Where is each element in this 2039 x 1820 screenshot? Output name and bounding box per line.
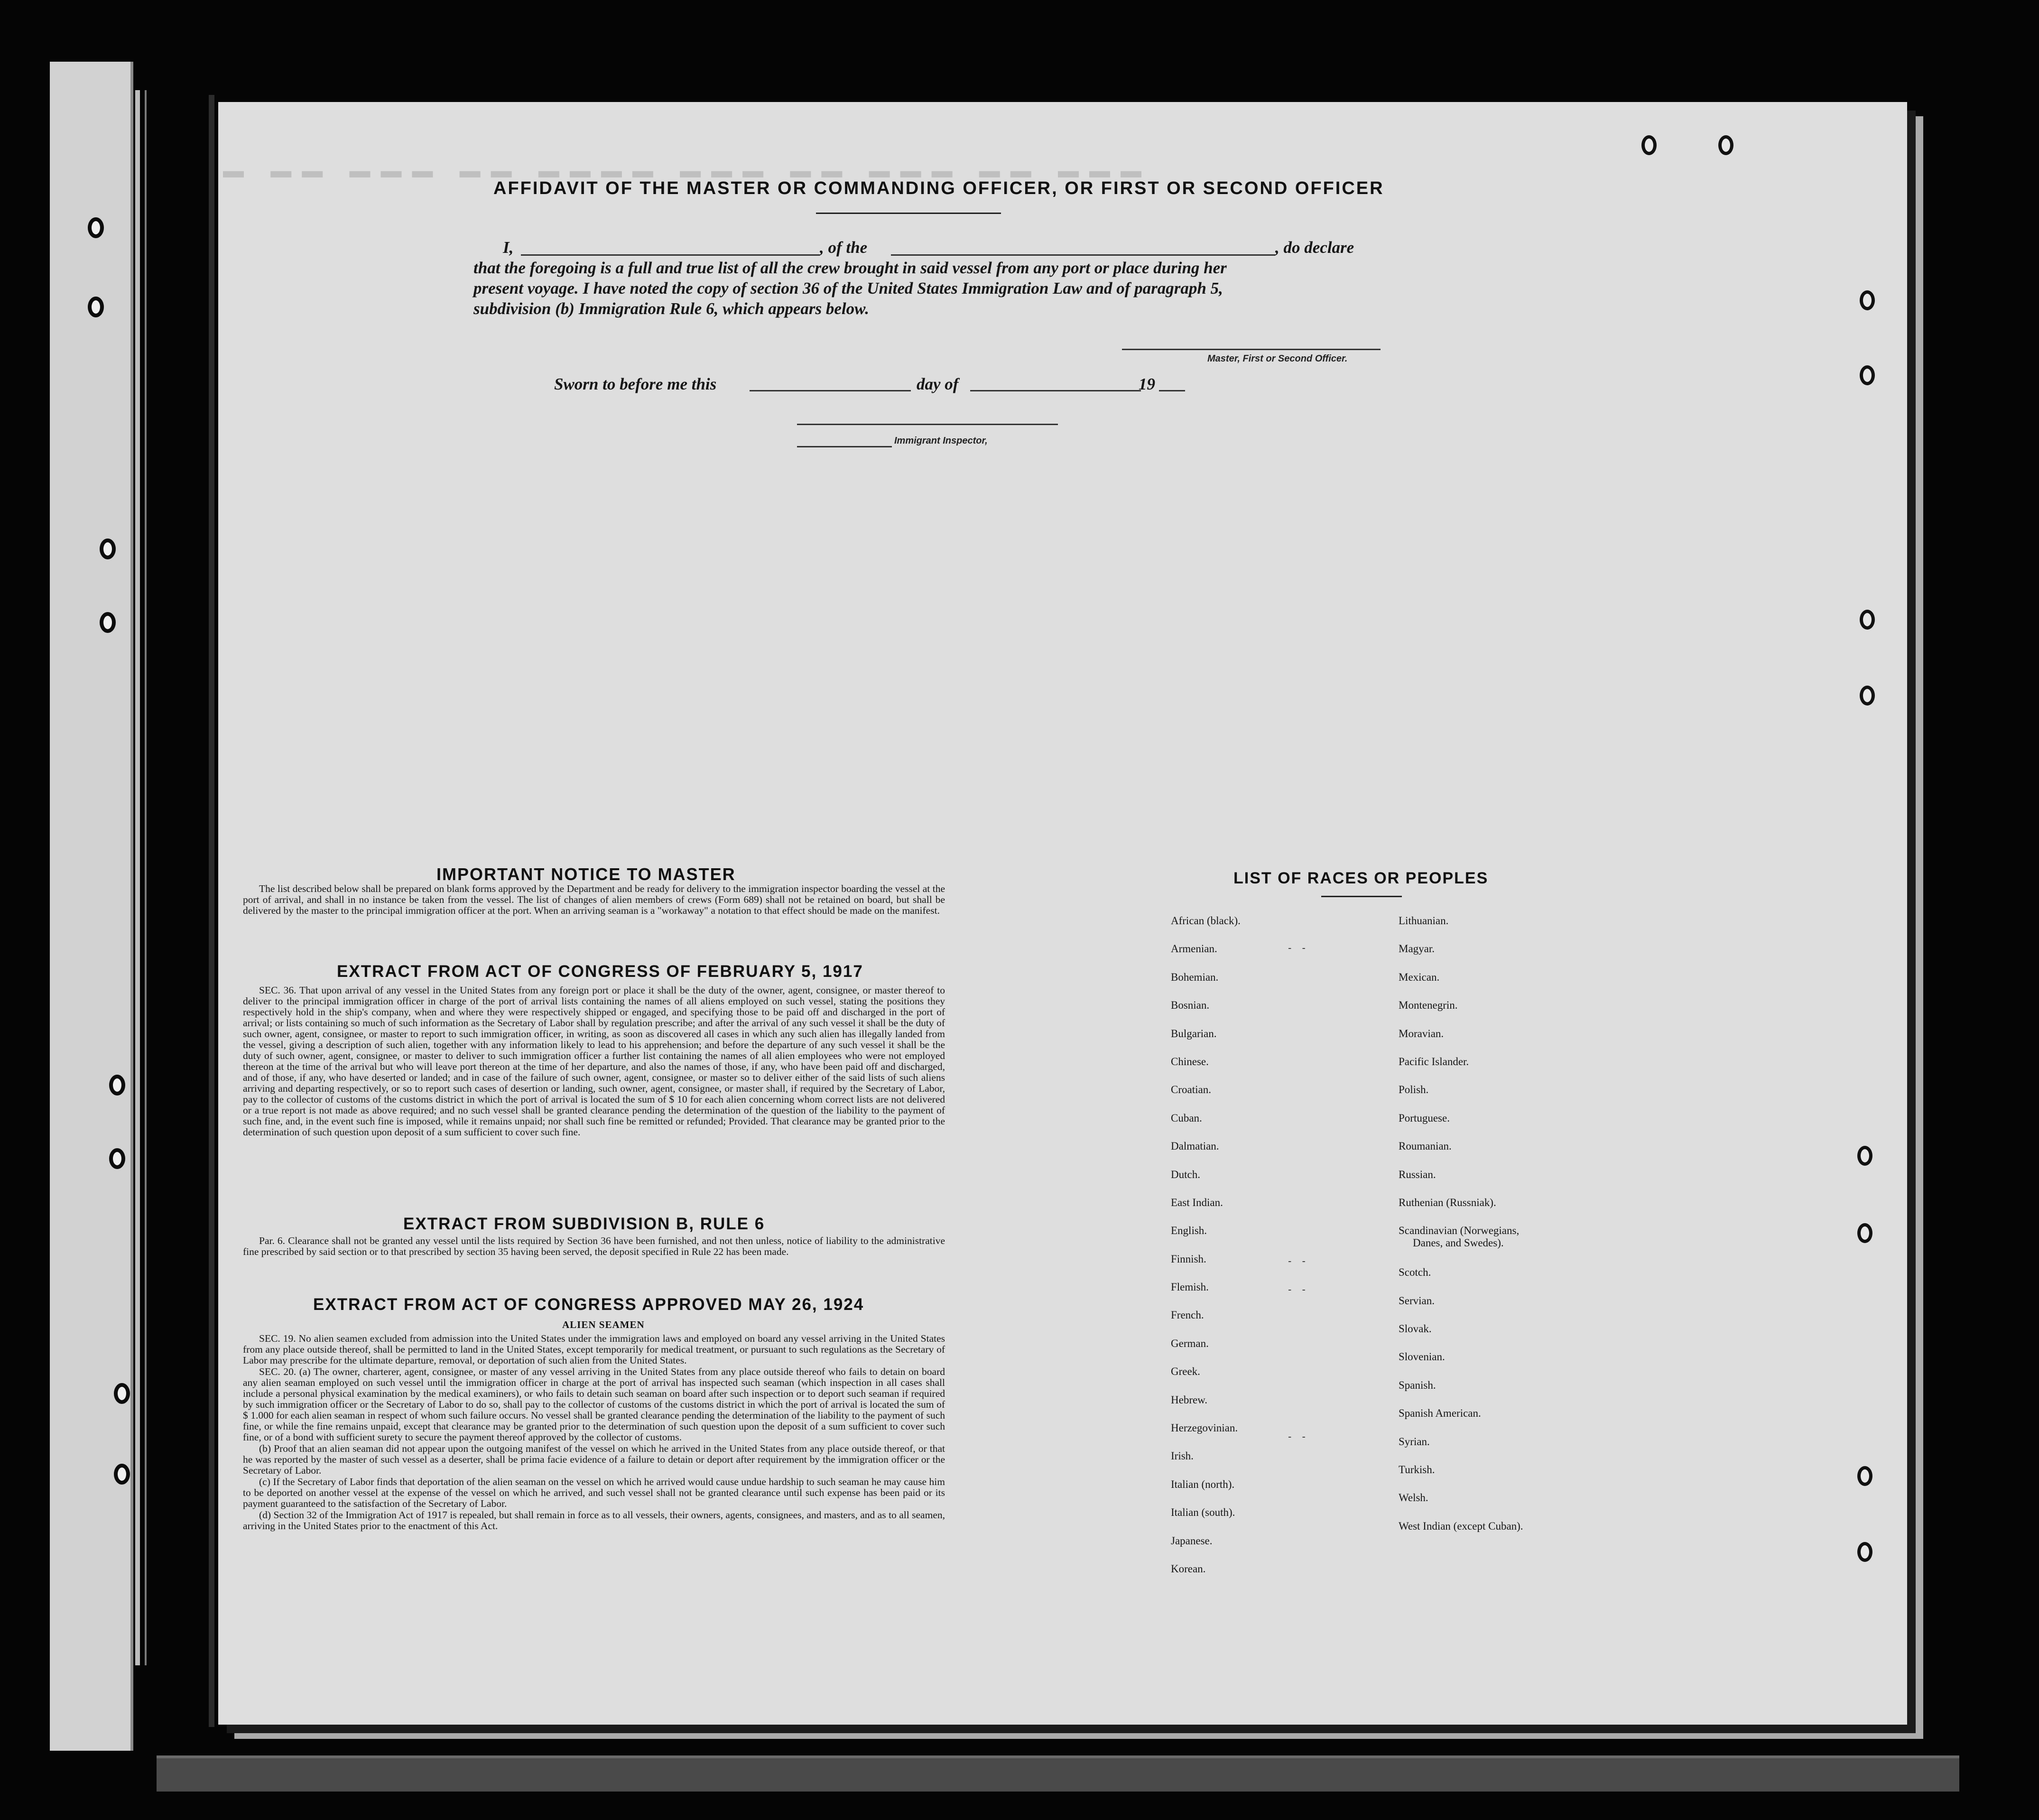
- race-item: Cuban.: [1171, 1112, 1202, 1124]
- race-item: English.: [1171, 1225, 1207, 1237]
- race-item: Slovak.: [1399, 1323, 1432, 1335]
- leader-dashes: - -: [1288, 1255, 1309, 1267]
- sworn-day-blank: [750, 390, 911, 391]
- ring-hole: [1857, 1146, 1872, 1166]
- title-rule: [816, 213, 1001, 214]
- race-item: Scotch.: [1399, 1266, 1431, 1279]
- race-item: Dutch.: [1171, 1168, 1200, 1180]
- leader-dashes: - -: [1288, 942, 1309, 954]
- affidavit-i: I,: [503, 238, 514, 257]
- race-item: Bulgarian.: [1171, 1027, 1217, 1040]
- binder-hole: [100, 612, 116, 633]
- sworn-year: 19: [1139, 375, 1155, 393]
- race-item: Bohemian.: [1171, 971, 1219, 983]
- inspector-line: [797, 424, 1058, 425]
- rule6-title: EXTRACT FROM SUBDIVISION B, RULE 6: [403, 1215, 765, 1233]
- ring-hole: [1860, 610, 1875, 630]
- race-item: Armenian.: [1171, 943, 1217, 955]
- races-title: LIST OF RACES OR PEOPLES: [1233, 869, 1489, 887]
- act-1924-sec20c: (c) If the Secretary of Labor finds that deportation of the alien seaman on the vessel on which he arrived would cause undue hardship to such seaman he may cause him to be deported on another vessel at the expense of the vessel on which he arrived, and such vessel shall not be granted clearance until such expense has been paid or its payment guaranteed to the satisfaction of the Secretary of Labor.: [243, 1476, 945, 1509]
- ring-hole: [1857, 1466, 1872, 1486]
- race-item: Hebrew.: [1171, 1393, 1208, 1406]
- race-item: Servian.: [1399, 1294, 1435, 1307]
- sworn-month-blank: [970, 390, 1141, 391]
- race-item: Bosnian.: [1171, 999, 1210, 1012]
- race-item: Flemish.: [1171, 1281, 1209, 1293]
- notice-text: [243, 883, 945, 917]
- race-item: Ruthenian (Russniak).: [1399, 1196, 1496, 1208]
- binder-hole: [88, 217, 104, 238]
- binder-edge-shadow: [145, 90, 147, 1665]
- race-item: Greek.: [1171, 1365, 1200, 1378]
- race-item: Welsh.: [1399, 1492, 1428, 1504]
- rule6-text: [243, 1235, 945, 1258]
- name-blank: [521, 254, 820, 256]
- sworn-year-blank: [1159, 390, 1185, 391]
- act-1924-sec20a: SEC. 20. (a) The owner, charterer, agent, consignee, or master of any vessel arriving in the United States from any place outside thereof who fails to detain on board any alien seaman employed on such vessel until the immigration officer in charge at the port of arrival has inspected such seaman (which inspection in all cases shall include a personal physical examination by the medical examiners), or who fails to detain such seaman on board after such inspection or to deport such seaman if required by such immigration officer or the Secretary of Labor to do so, shall pay to the collector of customs of the customs district in which the port of arrival is located the sum of $ 1.000 for each alien seaman in respect of whom such failure occurs. No vessel shall be granted clearance pending the determination of the liability to the payment of such fine, or while the fine remains unpaid, except that clearance may be granted prior to the determination of such question upon the deposit of a sum sufficient to cover such fine, or of a bond with sufficient surety to secure the payment thereof approved by the collector of customs.: [243, 1366, 945, 1443]
- signature-label: Master, First or Second Officer.: [1207, 353, 1348, 364]
- race-item: Finnish.: [1171, 1253, 1206, 1265]
- race-item: Moravian.: [1399, 1027, 1444, 1040]
- act-1917-title: EXTRACT FROM ACT OF CONGRESS OF FEBRUARY 5, 1917: [337, 962, 863, 981]
- binder-hole: [88, 297, 104, 317]
- act-1917-paragraph: SEC. 36. That upon arrival of any vessel in the United States from any foreign port or place it shall be the duty of the owner, agent, consignee, or master thereof to deliver to the principal immigration officer in charge of the port of arrival lists containing the names of all aliens employed on such vessel, stating the positions they respectively hold in the ship's company, when and where they were respectively shipped or engaged, and specifying those to be paid off and discharged in the port of arrival; or lists containing so much of such information as the Secretary of Labor shall by regulation prescribe; and after the arrival of any such vessel it shall be the duty of such owner, agent, consignee, or master to report to such immigration officer, in writing, as soon as discovered all cases in which any such alien has illegally landed from the vessel, giving a description of such alien, together with any information likely to lead to his apprehension; and before the departure of any such vessel it shall be the duty of such owner, agent, consignee, or master to deliver to such immigration officer a further list containing the names of all alien employees who were not employed thereon at the time of the arrival but who will leave port thereon at the time of her departure, and also the names of those, if any, who have been paid off and discharged, and of those, if any, who have deserted or landed; and in case of the failure of such owner, agent, consignee, or master so to deliver either of the said lists of such aliens arriving and departing respectively, or so to report such cases of desertion or landing, such owner, agent, consignee, or master shall, if required by the Secretary of Labor, pay to the collector of customs of the customs district in which the port of arrival is located the sum of $ 10 for each alien concerning whom correct lists are not delivered or a true report is not made as above required; and no such vessel shall be granted clearance pending the determination of the question of the liability to the payment of such fine, and, in the event such fine is imposed, while it remains unpaid; nor shall such fine be remitted or refunded; Provided. That clearance may be granted prior to the determination of such question upon deposit of a sum sufficient to cover such fine.: [243, 984, 945, 1138]
- affidavit-line-4: subdivision (b) Immigration Rule 6, which appears below.: [473, 299, 869, 318]
- ring-hole: [1857, 1542, 1872, 1562]
- race-item: Chinese.: [1171, 1055, 1209, 1068]
- race-item: Italian (north).: [1171, 1478, 1235, 1490]
- race-item: Polish.: [1399, 1084, 1429, 1096]
- race-item: Dalmatian.: [1171, 1140, 1219, 1152]
- inspector-short-line: [797, 446, 892, 447]
- race-item: Magyar.: [1399, 943, 1435, 955]
- ring-hole: [1718, 135, 1733, 155]
- binder-hole: [109, 1148, 125, 1169]
- race-item: French.: [1171, 1309, 1204, 1321]
- race-item: West Indian (except Cuban).: [1399, 1520, 1523, 1532]
- ring-hole: [1860, 686, 1875, 706]
- affidavit-line-1: [473, 237, 1380, 258]
- act-1924-text: [243, 1333, 945, 1532]
- race-item: Spanish American.: [1399, 1407, 1481, 1420]
- race-item-line: Scandinavian (Norwegians,: [1399, 1225, 1520, 1237]
- race-item: Mexican.: [1399, 971, 1440, 983]
- leader-dashes: - -: [1288, 1283, 1309, 1295]
- race-item: Turkish.: [1399, 1464, 1435, 1476]
- vessel-blank: [891, 254, 1275, 256]
- races-left-column: [1171, 915, 1241, 1591]
- ring-hole: [1857, 1223, 1872, 1243]
- ring-hole: [1860, 365, 1875, 385]
- act-1924-sec19: SEC. 19. No alien seamen excluded from admission into the United States under the immigration laws and employed on board any vessel arriving in the United States from any place outside thereof, shall be permitted to land in the United States, except temporarily for medical treatment, or pursuant to such regulations as the Secretary of Labor may prescribe for the ultimate departure, removal, or deportation of such alien from the United States.: [243, 1333, 945, 1366]
- race-item: Montenegrin.: [1399, 999, 1458, 1012]
- race-item: East Indian.: [1171, 1196, 1223, 1208]
- binder-hole: [114, 1383, 130, 1404]
- ring-hole: [1860, 290, 1875, 310]
- notice-title: IMPORTANT NOTICE TO MASTER: [436, 864, 736, 884]
- sworn-day-of: day of: [917, 375, 959, 393]
- notice-paragraph: The list described below shall be prepared on blank forms approved by the Department and be ready for delivery to the immigration inspector boarding the vessel at the port of arrival, and shall in no instance be taken from the vessel. The list of changes of alien members of crews (Form 689) shall not be retained on board, but shall be delivered by the master to the principal immigration officer at the port. When an arriving seaman is a "workaway" a notation to that effect should be made on the manifest.: [243, 883, 945, 916]
- race-item: Japanese.: [1171, 1534, 1213, 1547]
- sheet-left-edge: [209, 95, 214, 1727]
- race-item: Roumanian.: [1399, 1140, 1452, 1152]
- race-item: Pacific Islander.: [1399, 1055, 1469, 1068]
- race-item: Irish.: [1171, 1450, 1194, 1462]
- affidavit-of-the: , of the: [820, 238, 868, 257]
- race-item: Herzegovinian.: [1171, 1422, 1238, 1434]
- race-item: Russian.: [1399, 1168, 1436, 1180]
- inspector-label: Immigrant Inspector,: [894, 436, 988, 446]
- binder-hole: [114, 1464, 130, 1485]
- affidavit-do-declare: , do declare: [1275, 238, 1354, 257]
- affidavit-body: [473, 237, 1380, 319]
- leader-dashes: - -: [1288, 1430, 1309, 1442]
- act-1924-title: EXTRACT FROM ACT OF CONGRESS APPROVED MAY 26, 1924: [313, 1295, 864, 1314]
- binder-hole: [100, 539, 116, 559]
- bleed-through-text: ▬ ▬▬ ▬▬▬ ▬▬ ▬▬▬▬ ▬▬▬ ▬▬ ▬▬▬ ▬▬ ▬▬▬: [223, 159, 1152, 178]
- affidavit-line-2: that the foregoing is a full and true list of all the crew brought in said vessel from any port or place during her: [473, 259, 1227, 277]
- race-item: Spanish.: [1399, 1379, 1436, 1391]
- scanner-bottom-band: [157, 1755, 1959, 1792]
- race-item-continuation: Danes, and Swedes).: [1413, 1237, 1504, 1249]
- affidavit-title: AFFIDAVIT OF THE MASTER OR COMMANDING OFFICER, OR FIRST OR SECOND OFFICER: [493, 178, 1384, 198]
- race-item: [1399, 1225, 1523, 1266]
- race-item: African (black).: [1171, 915, 1241, 927]
- race-item: Italian (south).: [1171, 1506, 1235, 1519]
- race-item: Lithuanian.: [1399, 915, 1449, 927]
- act-1917-text: [243, 985, 945, 1138]
- rule6-paragraph: Par. 6. Clearance shall not be granted any vessel until the lists required by Section 36 have been furnished, and not then unless, notice of liability to the administrative fine prescribed by said section or to that prescribed by section 35 having been served, the deposit specified in Rule 22 has been made.: [243, 1235, 945, 1257]
- affidavit-line-3: present voyage. I have noted the copy of section 36 of the United States Immigration Law and of paragraph 5,: [473, 279, 1223, 297]
- race-item: Croatian.: [1171, 1084, 1211, 1096]
- races-title-rule: [1321, 896, 1402, 897]
- ring-hole: [1641, 135, 1657, 155]
- race-item: Slovenian.: [1399, 1351, 1445, 1363]
- race-item: Portuguese.: [1399, 1112, 1450, 1124]
- binder-edge: [135, 90, 140, 1665]
- act-1924-sec20b: (b) Proof that an alien seaman did not appear upon the outgoing manifest of the vessel on which he arrived in the United States from any place outside thereof, or that he was reported by the master of such vessel as a deserter, shall be prima facie evidence of a failure to detain or deport after requirement by the immigration officer or the Secretary of Labor.: [243, 1443, 945, 1476]
- races-right-column: [1399, 915, 1523, 1548]
- binder-hole: [109, 1075, 125, 1096]
- alien-seamen-subtitle: ALIEN SEAMEN: [562, 1319, 645, 1330]
- race-item: Korean.: [1171, 1562, 1206, 1575]
- race-item: German.: [1171, 1337, 1209, 1349]
- sworn-prefix: Sworn to before me this: [554, 375, 717, 393]
- act-1924-sec20d: (d) Section 32 of the Immigration Act of 1917 is repealed, but shall remain in force as to all vessels, their owners, agents, consignees, and masters, and as to all seamen, arriving in the United States prior to the enactment of this Act.: [243, 1509, 945, 1532]
- race-item: Syrian.: [1399, 1435, 1430, 1448]
- signature-line: [1122, 349, 1381, 350]
